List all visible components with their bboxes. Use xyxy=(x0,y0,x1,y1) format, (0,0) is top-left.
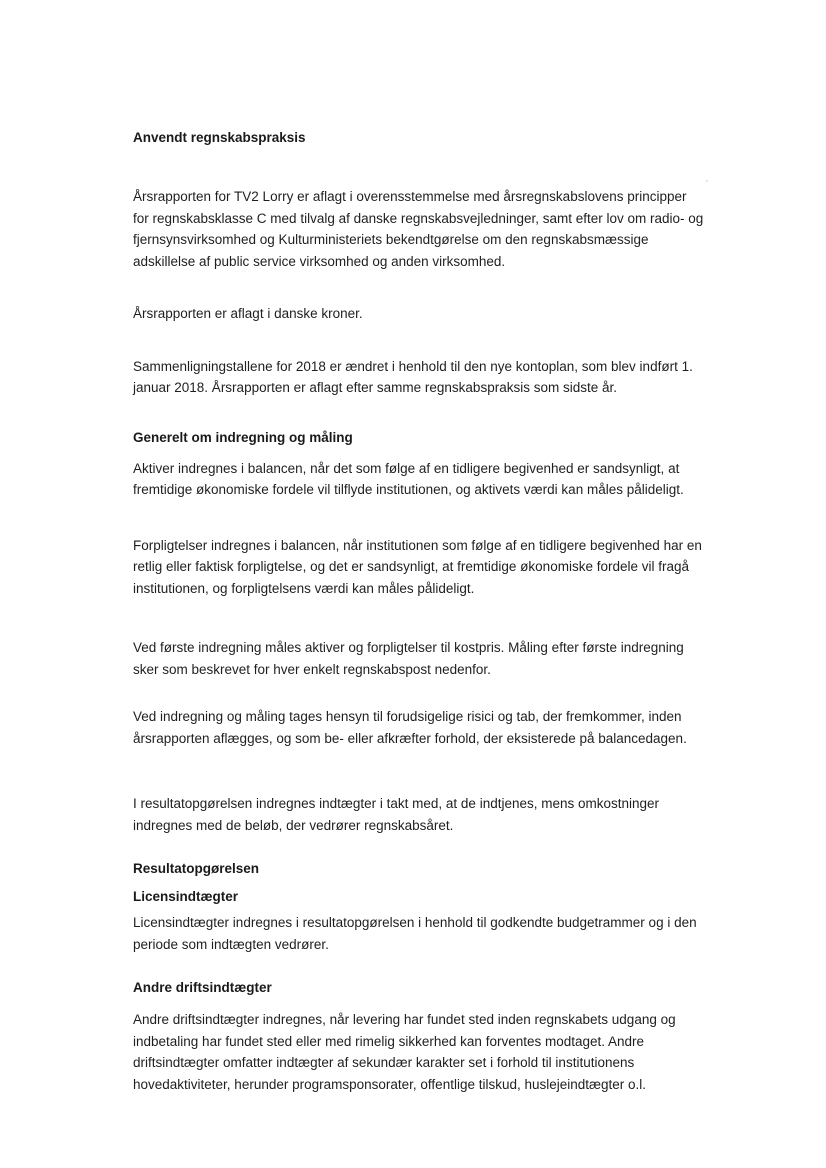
paragraph-forpligtelser: Forpligtelser indregnes i balancen, når institutionen som følge af en tidligere begivenhed har en retlig eller faktisk forpligtelse, og det er sandsynligt, at fremtidige økonomiske fordele vil fragå institutionen, og forpligtelsens værdi kan måles pålideligt. xyxy=(133,537,702,596)
paragraph-foerste-indregning: Ved første indregning måles aktiver og forpligtelser til kostpris. Måling efter første indregning sker som beskrevet for hver enkelt regnskabspost nedenfor. xyxy=(133,640,684,677)
paragraph-licensindtaegter: Licensindtægter indregnes i resultatopgørelsen i henhold til godkendte budgetrammer og i den periode som indtægten vedrører. xyxy=(133,915,697,952)
paragraph-resultatopgoerelse-indregning: I resultatopgørelsen indregnes indtægter i takt med, at de indtjenes, mens omkostninger indregnes med de beløb, der vedrører regnskabsåret. xyxy=(133,796,660,833)
paragraph-sammenligningstal: Sammenligningstallene for 2018 er ændret i henhold til den nye kontoplan, som blev indført 1. januar 2018. Årsrapporten er aflagt efter samme regnskabspraksis som sidste år. xyxy=(133,358,693,395)
paragraph-danske-kroner: Årsrapporten er aflagt i danske kroner. xyxy=(133,306,363,321)
paragraph-aktiver: Aktiver indregnes i balancen, når det som følge af en tidligere begivenhed er sandsynligt, at fremtidige økonomiske fordele vil tilflyde institutionen, og aktivets værdi kan måles pålideligt. xyxy=(133,460,684,497)
heading-andre-driftsindtaegter: Andre driftsindtægter xyxy=(133,980,272,995)
document-content xyxy=(133,130,705,1095)
scan-artifact-mark: · xyxy=(705,175,709,187)
paragraph-risici-og-tab: Ved indregning og måling tages hensyn til forudsigelige risici og tab, der fremkommer, inden årsrapporten aflægges, og som be- eller afkræfter forhold, der eksisterede på balancedagen. xyxy=(133,709,687,746)
paragraph-andre-driftsindtaegter: Andre driftsindtægter indregnes, når levering har fundet sted inden regnskabets udgang og indbetaling har fundet sted eller med rimelig sikkerhed kan forventes modtaget. Andre driftsindtægter omfatter indtægter af sekundær karakter set i forhold til institutionens hovedaktiviteter, herunder programsponsorater, offentlige tilskud, huslejeindtægter o.l. xyxy=(133,1012,676,1092)
heading-resultatopgoerelsen: Resultatopgørelsen xyxy=(133,861,260,876)
heading-generelt-om-indregning-og-maaling: Generelt om indregning og måling xyxy=(133,429,353,445)
paragraph-regnskabsgrundlag: Årsrapporten for TV2 Lorry er aflagt i overensstemmelse med årsregnskabslovens principper for regnskabsklasse C med tilvalg af danske regnskabsvejledninger, samt efter lov om radio- og fjernsynsvirksomhed og Kulturministeriets bekendtgørelse om den regnskabsmæssige adskillelse af public service virksomhed og anden virksomhed. xyxy=(133,189,704,269)
heading-anvendt-regnskabspraksis: Anvendt regnskabspraksis xyxy=(133,130,306,145)
heading-licensindtaegter: Licensindtægter xyxy=(133,889,239,904)
